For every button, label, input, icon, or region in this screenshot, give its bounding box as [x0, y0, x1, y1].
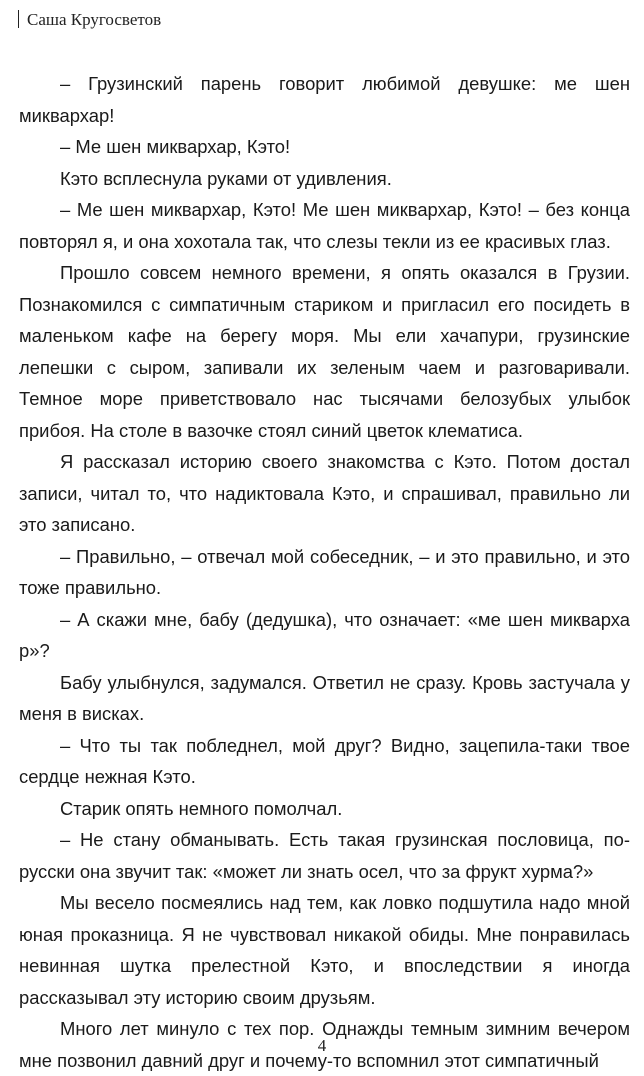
- paragraph: – Грузинский парень говорит любимой девушке: ме шен миквархар!: [19, 73, 630, 126]
- page-number: 4: [317, 1036, 327, 1055]
- paragraph: – А скажи мне, бабу (дедушка), что означает: «ме шен микварха​р»?: [19, 608, 630, 661]
- paragraph: – Правильно, – отвечал мой собеседник, – и это правильно, и это тоже правильно.: [19, 545, 630, 598]
- paragraph: – Ме шен миквархар, Кэто! Ме шен миквархар, Кэто! – без конца повторял я, и она хохотала так, что слезы текли из ее красивых глаз.: [19, 199, 630, 252]
- running-header: [18, 10, 161, 30]
- paragraph: Я рассказал историю своего знакомства с Кэто. Потом достал записи, читал то, что надиктовала Кэто, и спрашивал, правильно ли это записано.: [19, 451, 630, 535]
- text-body: [19, 68, 630, 1076]
- header-author: Саша Кругосветов: [27, 10, 162, 29]
- header-divider: [18, 10, 19, 28]
- paragraph: Кэто всплеснула руками от удивления.: [60, 167, 392, 189]
- paragraph: Бабу улыбнулся, задумался. Ответил не сразу. Кровь застучала у меня в висках.: [19, 671, 630, 724]
- paragraph: Много лет минуло с тех пор. Однажды темным зимним вечером мне позвонил давний друг и почему-то вспомнил этот симпатичный: [19, 1018, 630, 1071]
- paragraph: – Что ты так побледнел, мой друг? Видно, зацепила-таки твое сердце нежная Кэто.: [19, 734, 630, 787]
- paragraph: Мы весело посмеялись над тем, как ловко подшутила надо мной юная проказница. Я не чувствовал никакой обиды. Мне понравилась невинная шутка прелестной Кэто, и впоследствии я иногда рассказывал эту историю своим друзьям.: [19, 892, 630, 1008]
- paragraph: Прошло совсем немного времени, я опять оказался в Грузии. Познакомился с симпатичным стариком и пригласил его посидеть в маленьком кафе на берегу моря. Мы ели хачапури, грузинские лепешки с сыром, запивали их зеленым чаем и разговаривали. Темное море приветствовало нас тысячами белозубых улыбок прибоя. На столе в вазочке стоял синий цветок клематиса.: [19, 262, 630, 441]
- paragraph: – Не стану обманывать. Есть такая грузинская пословица, по-русски она звучит так: «может ли знать осел, что за фрукт хурма?»: [19, 829, 630, 882]
- paragraph: – Ме шен миквархар, Кэто!: [60, 136, 291, 157]
- paragraph: Старик опять немного помолчал.: [60, 797, 343, 819]
